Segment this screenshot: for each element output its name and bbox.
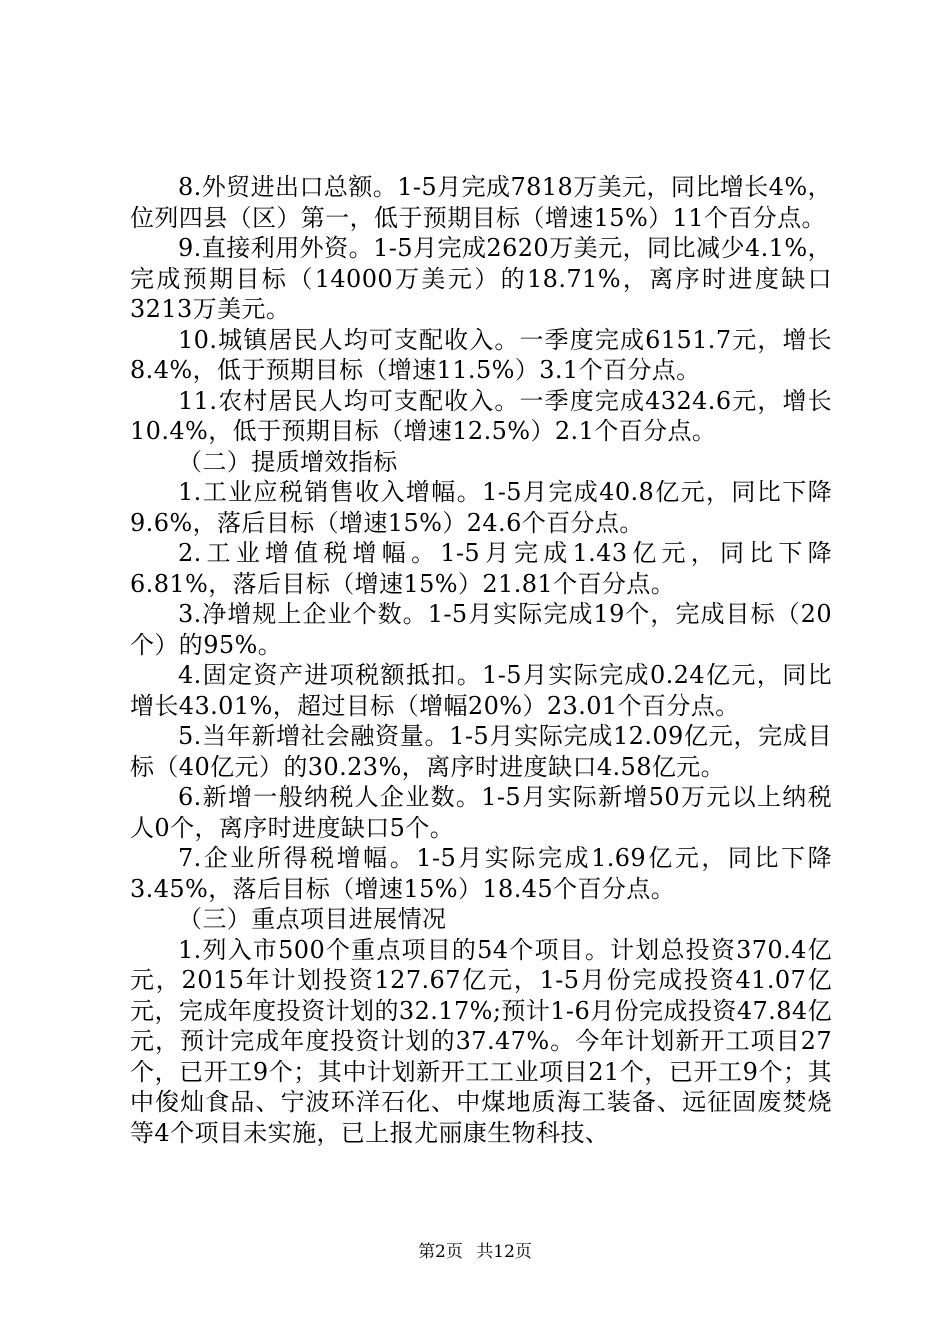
page-number: 第2页 <box>418 1242 463 1262</box>
paragraph-foreign-trade: 8.外贸进出口总额。1-5月完成7818万美元，同比增长4%，位列四县（区）第一，低于预期目标（增速15%）11个百分点。 <box>130 173 832 232</box>
paragraph-urban-income: 10.城镇居民人均可支配收入。一季度完成6151.7元，增长8.4%，低于预期目标（增速11.5%）3.1个百分点。 <box>130 325 832 384</box>
paragraph-foreign-investment: 9.直接利用外资。1-5月完成2620万美元，同比减少4.1%，完成预期目标（14000万美元）的18.71%，离序时进度缺口3213万美元。 <box>130 234 832 323</box>
paragraph-corporate-income-tax: 7.企业所得税增幅。1-5月实际完成1.69亿元，同比下降3.45%，落后目标（增速15%）18.45个百分点。 <box>130 844 832 903</box>
paragraph-new-enterprises: 3.净增规上企业个数。1-5月实际完成19个，完成目标（20个）的95%。 <box>130 600 832 659</box>
paragraph-key-projects-progress: 1.列入市500个重点项目的54个项目。计划总投资370.4亿元，2015年计划投资127.67亿元，1-5月份完成投资41.07亿元，完成年度投资计划的32.17%;预计1-6月份完成投资47.84亿元，预计完成年度投资计划的37.47%。今年计划新开工项目27个，已开工9个；其中计划新开工工业项目21个，已开工9个；其中俊灿食品、宁波环洋石化、中煤地质海工装备、远征固废焚烧等4个项目未实施，已上报尤丽康生物科技、 <box>130 935 832 1147</box>
paragraph-rural-income: 11.农村居民人均可支配收入。一季度完成4324.6元，增长10.4%，低于预期目标（增速12.5%）2.1个百分点。 <box>130 386 832 445</box>
paragraph-fixed-asset-tax-deduction: 4.固定资产进项税额抵扣。1-5月实际完成0.24亿元，同比增长43.01%，超过目标（增幅20%）23.01个百分点。 <box>130 661 832 720</box>
document-body <box>130 172 832 1148</box>
paragraph-general-taxpayers: 6.新增一般纳税人企业数。1-5月实际新增50万元以上纳税人0个，离序时进度缺口5个。 <box>130 783 832 842</box>
paragraph-industrial-vat: 2.工业增值税增幅。1-5月完成1.43亿元，同比下降6.81%，落后目标（增速15%）21.81个百分点。 <box>130 539 832 598</box>
section-heading-quality-efficiency: （二）提质增效指标 <box>178 447 398 476</box>
section-heading-key-projects: （三）重点项目进展情况 <box>178 905 447 933</box>
page-footer <box>0 1241 950 1263</box>
paragraph-industrial-sales-revenue: 1.工业应税销售收入增幅。1-5月完成40.8亿元，同比下降9.6%，落后目标（增速15%）24.6个百分点。 <box>130 478 832 537</box>
paragraph-social-financing: 5.当年新增社会融资量。1-5月实际完成12.09亿元，完成目标（40亿元）的30.23%，离序时进度缺口4.58亿元。 <box>130 722 832 781</box>
page-total: 共12页 <box>476 1242 532 1262</box>
